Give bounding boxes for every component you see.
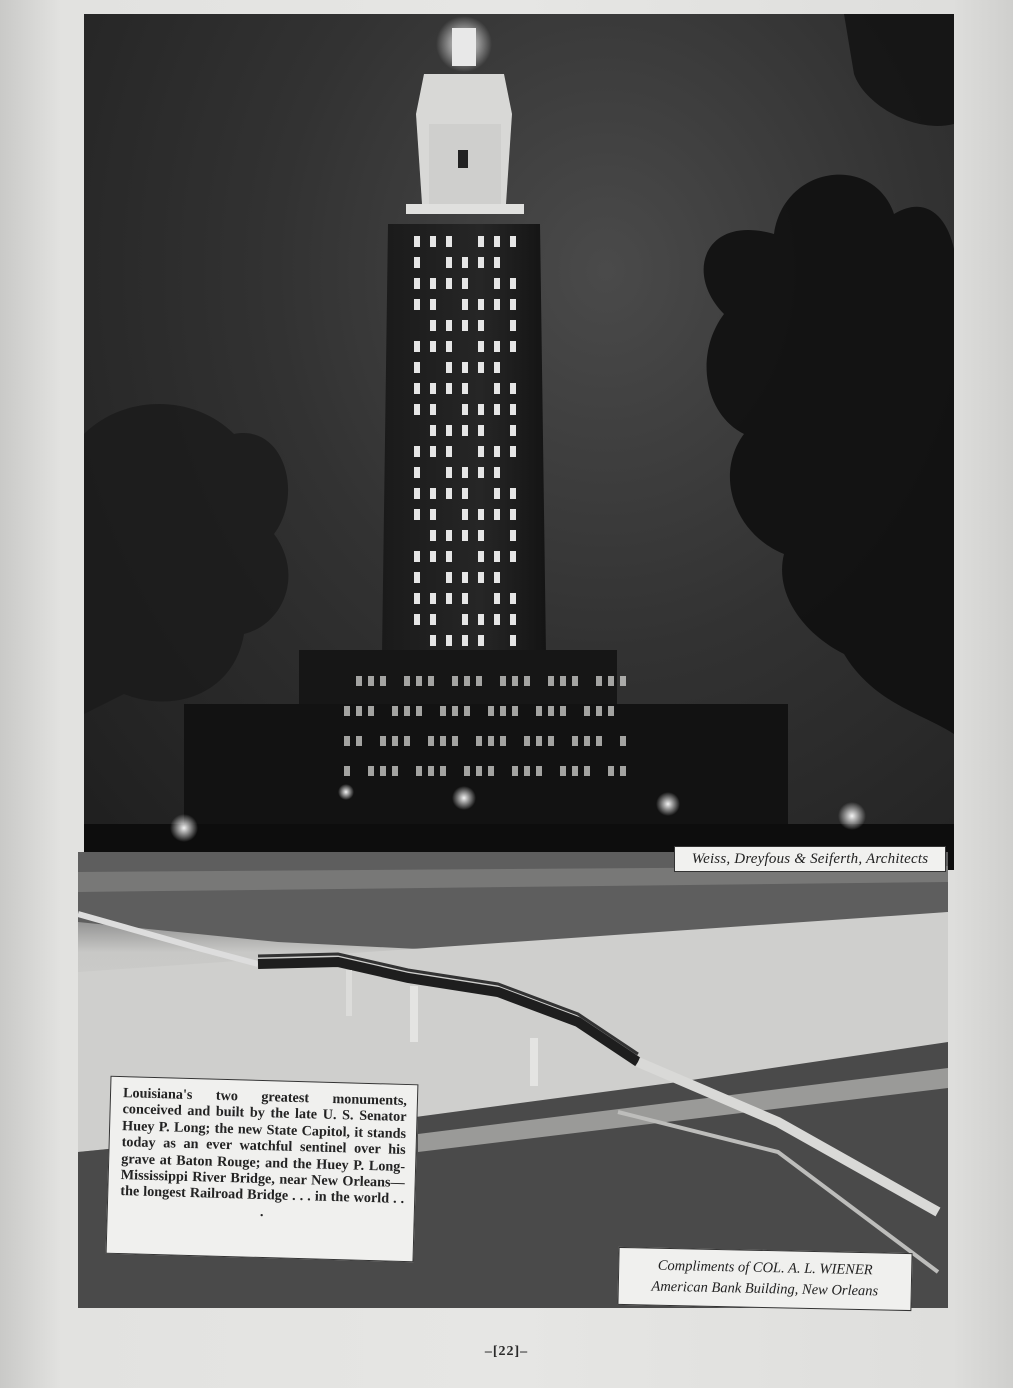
- tower-window: [478, 404, 484, 415]
- tower-window: [430, 446, 436, 457]
- base-window: [404, 706, 410, 716]
- tower-window: [510, 383, 516, 394]
- base-window: [488, 736, 494, 746]
- tower-window: [462, 572, 468, 583]
- base-window: [524, 676, 530, 686]
- base-window: [344, 766, 350, 776]
- tower-window: [510, 320, 516, 331]
- base-window: [596, 706, 602, 716]
- tower-window: [446, 320, 452, 331]
- tower-window: [414, 509, 420, 520]
- tower-window: [446, 635, 452, 646]
- base-window: [380, 676, 386, 686]
- tower-window: [446, 383, 452, 394]
- tower-window: [414, 467, 420, 478]
- base-window: [512, 676, 518, 686]
- base-window: [416, 706, 422, 716]
- tower-window: [446, 236, 452, 247]
- tower-window: [462, 320, 468, 331]
- tower-window: [414, 236, 420, 247]
- base-window: [620, 766, 626, 776]
- tower-window: [510, 530, 516, 541]
- tower-window: [414, 572, 420, 583]
- base-window: [440, 766, 446, 776]
- tower-window: [478, 614, 484, 625]
- tower-window: [510, 635, 516, 646]
- capitol-illustration: [84, 14, 954, 870]
- base-window: [584, 766, 590, 776]
- base-window: [368, 676, 374, 686]
- tower-window: [462, 425, 468, 436]
- tower-window: [462, 404, 468, 415]
- tower-window: [430, 635, 436, 646]
- tower-window: [478, 425, 484, 436]
- tower-window: [414, 614, 420, 625]
- tower-window: [478, 551, 484, 562]
- tower-window: [446, 593, 452, 604]
- tower-window: [494, 341, 500, 352]
- tower-window: [510, 509, 516, 520]
- tower-window: [430, 488, 436, 499]
- tower-window: [430, 404, 436, 415]
- tower-window: [494, 404, 500, 415]
- tower-window: [510, 488, 516, 499]
- tower-window: [462, 278, 468, 289]
- tower-window: [510, 404, 516, 415]
- tower-window: [414, 446, 420, 457]
- tower-window: [494, 278, 500, 289]
- base-window: [572, 766, 578, 776]
- tower-window: [446, 488, 452, 499]
- base-window: [548, 676, 554, 686]
- tower-window: [510, 551, 516, 562]
- base-window: [356, 706, 362, 716]
- tower-window: [430, 236, 436, 247]
- tower-window: [494, 236, 500, 247]
- base-window: [560, 706, 566, 716]
- base-window: [548, 736, 554, 746]
- tower-window: [510, 425, 516, 436]
- tower-window: [494, 299, 500, 310]
- base-window: [620, 676, 626, 686]
- tower-window: [510, 593, 516, 604]
- base-window: [464, 766, 470, 776]
- tower-window: [462, 614, 468, 625]
- tower-window: [510, 614, 516, 625]
- tower-window: [430, 299, 436, 310]
- tower-window: [446, 362, 452, 373]
- base-window: [548, 706, 554, 716]
- tower-window: [462, 362, 468, 373]
- tower-window: [430, 551, 436, 562]
- tower-window: [414, 257, 420, 268]
- base-window: [368, 766, 374, 776]
- base-window: [476, 676, 482, 686]
- tower-window: [430, 425, 436, 436]
- base-window: [476, 766, 482, 776]
- tower-window: [414, 278, 420, 289]
- tower-window: [462, 635, 468, 646]
- tower-window: [462, 530, 468, 541]
- tower-window: [478, 320, 484, 331]
- tower-window: [446, 425, 452, 436]
- base-window: [500, 736, 506, 746]
- tower-window: [446, 530, 452, 541]
- tower-window: [446, 341, 452, 352]
- compliments-address: American Bank Building, New Orleans: [651, 1278, 879, 1300]
- base-window: [428, 676, 434, 686]
- base-window: [452, 706, 458, 716]
- base-window: [560, 676, 566, 686]
- base-window: [596, 676, 602, 686]
- base-window: [572, 676, 578, 686]
- tower-window: [414, 488, 420, 499]
- tower-window: [494, 572, 500, 583]
- tower-window: [494, 551, 500, 562]
- tower-window: [414, 341, 420, 352]
- tower-window: [510, 278, 516, 289]
- base-window: [500, 676, 506, 686]
- base-window: [464, 676, 470, 686]
- base-window: [620, 736, 626, 746]
- base-window: [488, 706, 494, 716]
- base-window: [584, 736, 590, 746]
- tower-window: [430, 593, 436, 604]
- tower-window: [414, 404, 420, 415]
- base-window: [392, 766, 398, 776]
- tower-window: [494, 257, 500, 268]
- tower-window: [430, 320, 436, 331]
- tower-window: [462, 299, 468, 310]
- tower-window: [478, 530, 484, 541]
- base-window: [344, 706, 350, 716]
- tower-window: [494, 593, 500, 604]
- base-window: [356, 676, 362, 686]
- tower-window: [494, 446, 500, 457]
- base-window: [404, 676, 410, 686]
- tower-window: [430, 341, 436, 352]
- tower-window: [478, 299, 484, 310]
- tower-window: [446, 467, 452, 478]
- tower-window: [478, 257, 484, 268]
- base-window: [416, 676, 422, 686]
- tower-window: [478, 467, 484, 478]
- tower-window: [462, 257, 468, 268]
- base-window: [524, 766, 530, 776]
- tower-window: [494, 362, 500, 373]
- tower-window: [494, 614, 500, 625]
- tower-window: [446, 257, 452, 268]
- tower-window: [414, 593, 420, 604]
- tower-window: [462, 467, 468, 478]
- tower-window: [494, 383, 500, 394]
- tower-window: [478, 509, 484, 520]
- tower-window: [446, 278, 452, 289]
- base-window: [428, 766, 434, 776]
- base-window: [392, 706, 398, 716]
- base-window: [428, 736, 434, 746]
- tower-window: [414, 383, 420, 394]
- tower-window: [430, 530, 436, 541]
- base-window: [536, 736, 542, 746]
- base-window: [512, 766, 518, 776]
- base-window: [512, 706, 518, 716]
- tower-window: [446, 551, 452, 562]
- base-window: [380, 736, 386, 746]
- tower-window: [430, 383, 436, 394]
- monuments-description-caption: Louisiana's two greatest monuments, conceived and built by the late U. S. Senator Huey P. Long; the new State Capitol, it stands today as an ever watchful sentinel over his grave at Baton Rouge; and the Huey P. Long-Mississippi River Bridge, near New Orleans—the longest Railroad Bridge . . . in the world . . .: [106, 1076, 419, 1263]
- tower-window: [414, 362, 420, 373]
- base-window: [560, 766, 566, 776]
- base-window: [356, 736, 362, 746]
- tower-window: [446, 446, 452, 457]
- tower-window: [430, 278, 436, 289]
- base-window: [584, 706, 590, 716]
- base-window: [368, 706, 374, 716]
- base-window: [572, 736, 578, 746]
- base-window: [452, 676, 458, 686]
- base-window: [440, 706, 446, 716]
- base-window: [524, 736, 530, 746]
- tower-window: [430, 614, 436, 625]
- tower-window: [478, 362, 484, 373]
- base-window: [596, 736, 602, 746]
- base-window: [536, 706, 542, 716]
- base-window: [416, 766, 422, 776]
- base-window: [464, 706, 470, 716]
- tower-window: [478, 635, 484, 646]
- base-window: [500, 706, 506, 716]
- base-window: [380, 766, 386, 776]
- tower-window: [478, 572, 484, 583]
- base-window: [404, 736, 410, 746]
- tower-window: [510, 446, 516, 457]
- tower-window: [478, 236, 484, 247]
- tower-window: [510, 236, 516, 247]
- tower-window: [414, 551, 420, 562]
- tower-window: [462, 509, 468, 520]
- capitol-night-photo: [84, 14, 954, 870]
- base-window: [440, 736, 446, 746]
- tower-window: [494, 509, 500, 520]
- base-window: [488, 766, 494, 776]
- compliments-caption: [617, 1247, 912, 1311]
- base-window: [536, 766, 542, 776]
- tower-window: [478, 446, 484, 457]
- base-window: [608, 676, 614, 686]
- base-window: [476, 736, 482, 746]
- tower-window: [510, 341, 516, 352]
- tower-window: [510, 299, 516, 310]
- base-window: [452, 736, 458, 746]
- tower-window: [462, 383, 468, 394]
- compliments-name: Compliments of COL. A. L. WIENER: [657, 1257, 873, 1279]
- base-window: [608, 766, 614, 776]
- tower-window: [446, 572, 452, 583]
- base-window: [608, 706, 614, 716]
- base-window: [392, 736, 398, 746]
- tower-window: [494, 467, 500, 478]
- tower-window: [462, 488, 468, 499]
- architects-credit-caption: Weiss, Dreyfous & Seiferth, Architects: [674, 846, 946, 872]
- tower-window: [478, 341, 484, 352]
- tower-window: [494, 488, 500, 499]
- page-number: –[22]–: [484, 1344, 529, 1359]
- tower-window: [462, 593, 468, 604]
- tower-window: [414, 299, 420, 310]
- tower-window: [430, 509, 436, 520]
- base-window: [344, 736, 350, 746]
